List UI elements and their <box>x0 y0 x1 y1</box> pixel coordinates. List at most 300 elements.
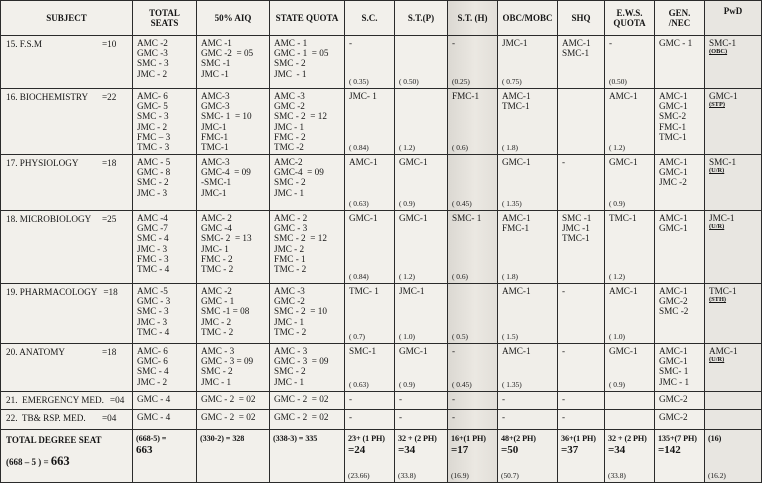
seat-entry: AMC -5 <box>137 286 168 296</box>
cell-state-quota <box>270 284 345 344</box>
fraction-value: ( 1.2) <box>399 142 416 152</box>
fraction-value: ( 1.35) <box>502 379 522 389</box>
cell-aiq <box>197 392 270 410</box>
seat-entry: GMC -4 <box>201 223 232 234</box>
fraction-value: ( 1.2) <box>399 271 416 281</box>
seat-entry: AMC-2 <box>274 157 303 167</box>
header-aiq-label: 50% AIQ <box>214 13 252 23</box>
cell-st-h <box>448 36 498 89</box>
seat-entry: SMC - 3 <box>137 306 169 317</box>
seat-entry: GMC-1 <box>609 346 638 356</box>
fraction-value: ( 0.84) <box>349 271 369 281</box>
fraction-value: ( 0.35) <box>349 76 369 86</box>
seat-entry: GMC - 8 <box>137 167 171 178</box>
total-ews <box>605 430 655 483</box>
seat-entry: JMC- 1 <box>201 243 229 254</box>
seat-entry: TMC - 2 <box>201 326 234 337</box>
cell-st-p <box>395 155 448 211</box>
seat-entry: JMC -1 <box>201 68 229 79</box>
seat-entry: JMC - 2 <box>274 243 305 254</box>
seat-entry: AMC -3 <box>274 286 305 296</box>
total-st-h <box>448 430 498 483</box>
seat-entry: FMC-1 <box>502 223 530 234</box>
fraction-value: ( 0.6) <box>452 271 469 281</box>
seat-entry: GMC-1 <box>399 157 428 167</box>
seat-entry: JMC-1 <box>709 213 735 223</box>
cell-st-h <box>448 392 498 410</box>
seat-entry: GMC-1 <box>399 346 428 356</box>
header-subject-label: SUBJECT <box>46 13 87 23</box>
fraction-value: ( 0.84) <box>349 142 369 152</box>
cell-shq <box>558 344 605 392</box>
seat-entry: AMC-1 <box>502 213 531 223</box>
total-sum: =34 <box>608 444 626 456</box>
seat-entry: - <box>452 38 456 48</box>
cell-pwd <box>705 211 762 284</box>
pwd-category-tag: (U/R) <box>709 223 725 231</box>
header-state-quota-label: STATE QUOTA <box>275 13 339 23</box>
header-st-h-label: S.T. (H) <box>457 13 488 23</box>
fraction-value: (33.8) <box>608 470 626 480</box>
seat-entry: SMC- 1 = 10 <box>201 111 252 122</box>
cell-obc <box>498 89 558 155</box>
cell-gen <box>655 410 705 430</box>
seat-entry: GMC - 3 <box>274 223 308 234</box>
cell-state-quota <box>270 392 345 410</box>
header-state-quota <box>270 0 345 36</box>
seat-entry: SMC-1 <box>709 38 737 48</box>
cell-total-seats <box>133 392 197 410</box>
seat-entry: GMC -3 <box>137 48 168 59</box>
seat-entry: GMC -7 <box>137 223 168 234</box>
seat-entry: GMC- 5 <box>137 101 168 112</box>
seat-entry: GMC - 1 <box>201 296 235 307</box>
seat-entry: AMC-1 <box>609 286 638 296</box>
total-breakdown: (330-2) = 328 <box>200 434 245 443</box>
seat-entry: SMC - 2 <box>137 177 169 188</box>
seat-entry: AMC-1 <box>349 157 378 167</box>
header-sc <box>345 0 395 36</box>
total-breakdown: (338-3) = 335 <box>273 434 318 443</box>
fraction-value: ( 0.45) <box>452 198 472 208</box>
subject-cell <box>0 36 133 89</box>
cell-aiq <box>197 344 270 392</box>
seat-entry: - <box>452 412 456 422</box>
seat-entry: SMC-1 <box>709 157 737 167</box>
seat-entry: AMC-1 <box>502 286 531 296</box>
header-sc-label: S.C. <box>361 13 378 23</box>
seat-entry: - <box>399 394 403 404</box>
seat-entry: AMC - 3 <box>274 346 308 356</box>
seat-entry: JMC -1 <box>562 223 590 234</box>
seat-entry: JMC-1 <box>502 38 528 48</box>
seat-entry: FMC-1 <box>201 131 229 142</box>
seat-entry: GMC-1 <box>659 101 688 112</box>
total-st-p <box>395 430 448 483</box>
seat-entry: GMC - 4 <box>137 394 171 404</box>
total-value: 663 <box>50 454 70 468</box>
cell-st-h <box>448 344 498 392</box>
subject-cell <box>0 89 133 155</box>
seat-entry: AMC - 5 <box>137 157 171 167</box>
seat-entry: JMC - 3 <box>137 187 168 198</box>
cell-aiq <box>197 155 270 211</box>
seat-entry: SMC-2 <box>659 111 687 122</box>
total-breakdown: (16) <box>708 434 722 443</box>
cell-obc <box>498 36 558 89</box>
total-sc <box>345 430 395 483</box>
seat-entry: - <box>562 412 566 422</box>
seat-entry: SMC -1 = 08 <box>201 306 250 317</box>
fraction-value: ( 0.9) <box>609 198 626 208</box>
cell-gen <box>655 89 705 155</box>
subject-name: 19. PHARMACOLOGY <box>6 287 98 297</box>
fraction-value: ( 0.50) <box>399 76 419 86</box>
seat-entry: SMC - 4 <box>137 233 169 244</box>
seat-entry: GMC -2 <box>274 296 305 307</box>
cell-sc <box>345 89 395 155</box>
fraction-value: ( 0.9) <box>399 198 416 208</box>
subject-name: 16. BIOCHEMISTRY <box>6 92 89 102</box>
seat-entry: SMC - 2 <box>274 366 306 377</box>
cell-obc <box>498 344 558 392</box>
total-breakdown: 16+(1 PH) <box>451 434 486 443</box>
seat-entry: AMC -2 <box>137 38 168 48</box>
subject-seat-count: =04 <box>102 413 117 423</box>
cell-gen <box>655 344 705 392</box>
seat-entry: - <box>349 394 353 404</box>
cell-total-seats <box>133 89 197 155</box>
header-aiq <box>197 0 270 36</box>
header-obc <box>498 0 558 36</box>
seat-entry: AMC - 3 <box>201 346 235 356</box>
seat-entry: GMC-2 <box>659 296 688 307</box>
cell-ews <box>605 344 655 392</box>
header-ews <box>605 0 655 36</box>
seat-entry: AMC- 2 <box>201 213 232 223</box>
seat-entry: GMC-3 <box>201 101 230 112</box>
seat-entry: JMC-1 <box>399 286 425 296</box>
cell-shq <box>558 36 605 89</box>
total-sum: 663 <box>136 444 153 456</box>
seat-entry: JMC - 2 <box>137 68 168 79</box>
seat-entry: FMC-1 <box>659 121 687 132</box>
cell-state-quota <box>270 155 345 211</box>
seat-entry: GMC-4 = 09 <box>274 167 324 178</box>
cell-shq <box>558 211 605 284</box>
pwd-category-tag: (OBC) <box>709 48 728 56</box>
seat-entry: TMC - 2 <box>274 264 307 275</box>
cell-st-p <box>395 36 448 89</box>
fraction-value: (23.66) <box>348 470 370 480</box>
header-st-p-label: S.T.(P) <box>407 13 435 23</box>
fraction-value: ( 0.7) <box>349 331 366 341</box>
fraction-value: ( 0.63) <box>349 379 369 389</box>
cell-st-p <box>395 211 448 284</box>
seat-entry: SMC - 2 <box>201 366 233 377</box>
cell-ews <box>605 392 655 410</box>
subject-seat-count: =04 <box>109 395 125 405</box>
seat-entry: SMC-1 <box>562 48 590 59</box>
seat-entry: AMC -1 <box>201 38 232 48</box>
seat-entry: TMC - 2 <box>274 326 307 337</box>
cell-shq <box>558 155 605 211</box>
total-label: TOTAL DEGREE SEAT <box>6 435 102 445</box>
seat-entry: JMC - 1 <box>274 68 307 79</box>
fraction-value: ( 0.63) <box>349 198 369 208</box>
fraction-value: (0.25) <box>452 76 470 86</box>
cell-state-quota <box>270 410 345 430</box>
header-total-seats-label: TOTAL SEATS <box>149 8 180 28</box>
seat-entry: TMC - 4 <box>137 264 170 275</box>
seat-entry: GMC - 3 = 09 <box>274 356 329 367</box>
cell-pwd <box>705 284 762 344</box>
pwd-category-tag: (STP) <box>709 101 725 109</box>
total-obc <box>498 430 558 483</box>
total-breakdown: 48+(2 PH) <box>501 434 536 443</box>
seat-entry: AMC-1 <box>562 38 591 48</box>
cell-ews <box>605 36 655 89</box>
seat-entry: TMC-1 <box>609 213 637 223</box>
seat-entry: - <box>562 394 566 404</box>
seat-entry: AMC -4 <box>137 213 168 223</box>
seat-entry: SMC- 1 <box>659 366 689 377</box>
cell-ews <box>605 211 655 284</box>
pwd-category-tag: (U/R) <box>709 356 725 364</box>
seat-entry: GMC - 2 = 02 <box>274 394 329 404</box>
total-gen <box>655 430 705 483</box>
cell-total-seats <box>133 36 197 89</box>
total-aiq <box>197 430 270 483</box>
cell-aiq <box>197 284 270 344</box>
seat-entry: SMC - 3 <box>137 58 169 69</box>
header-subject <box>0 0 133 36</box>
subject-name: 21. EMERGENCY MED. <box>6 395 104 405</box>
seat-entry: AMC-1 <box>659 157 688 167</box>
cell-pwd <box>705 89 762 155</box>
seat-entry: JMC-1 <box>201 187 227 198</box>
cell-st-h <box>448 155 498 211</box>
seat-entry: GMC - 1 <box>659 38 693 48</box>
total-pwd <box>705 430 762 483</box>
cell-state-quota <box>270 344 345 392</box>
total-formula-text: (668 – 5 ) = <box>6 457 51 467</box>
cell-aiq <box>197 211 270 284</box>
seat-entry: SMC - 2 = 12 <box>274 233 327 244</box>
seat-entry: JMC - 2 <box>137 376 168 387</box>
total-total-seats <box>133 430 197 483</box>
seat-entry: JMC -2 <box>659 177 687 188</box>
seat-entry: AMC-1 <box>609 91 638 101</box>
total-sum: =34 <box>398 444 416 456</box>
seat-entry: GMC - 4 <box>137 412 171 422</box>
fraction-value: (0.50) <box>609 76 627 86</box>
total-breakdown: 23+ (1 PH) <box>348 434 385 443</box>
header-shq-label: SHQ <box>571 13 591 23</box>
total-formula <box>6 452 129 470</box>
total-breakdown: 32 + (2 PH) <box>398 434 437 443</box>
seat-entry: - <box>502 394 506 404</box>
seat-entry: TMC - 4 <box>137 326 170 337</box>
seat-entry: TMC - 2 <box>201 264 234 275</box>
seat-entry: AMC-1 <box>709 346 738 356</box>
fraction-value: ( 0.6) <box>452 142 469 152</box>
seat-entry: GMC-2 <box>659 412 688 422</box>
seat-entry: - <box>609 38 613 48</box>
cell-shq <box>558 284 605 344</box>
fraction-value: ( 1.2) <box>609 142 626 152</box>
seat-entry: JMC - 3 <box>137 316 168 327</box>
subject-cell <box>0 344 133 392</box>
seat-entry: JMC - 1 <box>274 187 305 198</box>
cell-sc <box>345 36 395 89</box>
seat-entry: TMC-1 <box>201 142 229 153</box>
cell-total-seats <box>133 155 197 211</box>
cell-sc <box>345 284 395 344</box>
total-sum: =37 <box>561 444 579 456</box>
cell-total-seats <box>133 284 197 344</box>
cell-st-h <box>448 284 498 344</box>
seat-entry: SMC - 2 <box>274 58 306 69</box>
seat-entry: AMC - 2 <box>274 213 308 223</box>
cell-st-h <box>448 89 498 155</box>
fraction-value: ( 1.35) <box>502 198 522 208</box>
fraction-value: ( 1.0) <box>399 331 416 341</box>
subject-cell <box>0 392 133 410</box>
seat-entry: FMC – 3 <box>137 131 171 142</box>
seat-entry: GMC - 2 = 02 <box>274 412 329 422</box>
cell-state-quota <box>270 36 345 89</box>
fraction-value: (16.9) <box>451 470 469 480</box>
seat-entry: JMC - 1 <box>201 376 232 387</box>
seat-entry: AMC - 1 <box>274 38 308 48</box>
seat-entry: TMC- 1 <box>349 286 379 296</box>
seat-entry: - <box>349 38 353 48</box>
total-breakdown: (668-5) = <box>136 434 167 443</box>
seat-entry: GMC -2 <box>274 101 305 112</box>
seat-entry: FMC - 3 <box>137 253 169 264</box>
cell-ews <box>605 89 655 155</box>
cell-st-p <box>395 392 448 410</box>
header-obc-label: OBC/MOBC <box>502 13 553 23</box>
cell-gen <box>655 392 705 410</box>
cell-obc <box>498 410 558 430</box>
seat-entry: SMC -2 <box>659 306 689 317</box>
total-sum: =50 <box>501 444 519 456</box>
cell-ews <box>605 410 655 430</box>
fraction-value: ( 0.45) <box>452 379 472 389</box>
seat-entry: TMC-1 <box>709 286 737 296</box>
cell-obc <box>498 284 558 344</box>
total-sum: =17 <box>451 444 469 456</box>
seat-entry: JMC - 1 <box>659 376 690 387</box>
cell-sc <box>345 155 395 211</box>
cell-shq <box>558 89 605 155</box>
fraction-value: (33.8) <box>398 470 416 480</box>
seat-entry: GMC - 1 = 05 <box>274 48 329 59</box>
fraction-value: (16.2) <box>708 470 726 480</box>
seat-entry: FMC-1 <box>452 91 480 101</box>
total-sum: =142 <box>658 444 681 456</box>
header-ews-label: E.W.S. QUOTA <box>613 8 646 28</box>
fraction-value: ( 0.75) <box>502 76 522 86</box>
subject-name: 18. MICROBIOLOGY <box>6 214 92 224</box>
cell-total-seats <box>133 211 197 284</box>
header-total-seats <box>133 0 197 36</box>
seat-entry: GMC-1 <box>659 356 688 367</box>
subject-cell <box>0 410 133 430</box>
seat-entry: TMC -2 <box>274 142 304 153</box>
total-breakdown: 135+(7 PH) <box>658 434 697 443</box>
seat-entry: JMC - 1 <box>274 376 305 387</box>
cell-gen <box>655 155 705 211</box>
total-sum: =24 <box>348 444 366 456</box>
seat-entry: SMC - 4 <box>137 366 169 377</box>
seat-entry: JMC - 1 <box>274 121 305 132</box>
cell-aiq <box>197 36 270 89</box>
seat-entry: SMC - 2 = 10 <box>274 306 327 317</box>
seat-entry: JMC - 2 <box>137 121 168 132</box>
seat-entry: AMC-3 <box>201 157 230 167</box>
seat-entry: GMC - 2 = 02 <box>201 412 256 422</box>
seat-entry: JMC - 2 <box>201 316 232 327</box>
seat-entry: - <box>502 412 506 422</box>
total-label-cell <box>0 430 133 483</box>
cell-total-seats <box>133 344 197 392</box>
subject-seat-count: =18 <box>103 287 118 297</box>
seat-entry: - <box>452 394 456 404</box>
fraction-value: ( 0.9) <box>399 379 416 389</box>
total-breakdown: 32 + (2 PH) <box>608 434 647 443</box>
cell-aiq <box>197 410 270 430</box>
cell-shq <box>558 410 605 430</box>
seat-entry: GMC- 6 <box>137 356 168 367</box>
seat-entry: SMC-1 <box>349 346 377 356</box>
seat-entry: GMC-4 = 09 <box>201 167 251 178</box>
cell-gen <box>655 211 705 284</box>
seat-entry: AMC-1 <box>502 91 531 101</box>
subject-cell <box>0 211 133 284</box>
cell-st-p <box>395 89 448 155</box>
subject-line <box>6 158 129 169</box>
fraction-value: ( 0.9) <box>609 379 626 389</box>
subject-line <box>6 287 129 298</box>
seat-entry: TMC - 3 <box>137 142 170 153</box>
cell-shq <box>558 392 605 410</box>
cell-pwd <box>705 344 762 392</box>
header-gen-label: GEN. /NEC <box>668 8 691 28</box>
cell-obc <box>498 211 558 284</box>
seat-entry: - <box>349 412 353 422</box>
total-shq <box>558 430 605 483</box>
seat-entry: GMC - 2 = 02 <box>201 394 256 404</box>
fraction-value: ( 1.8) <box>502 271 519 281</box>
seat-entry: JMC - 1 <box>274 316 305 327</box>
subject-name: 20. ANATOMY <box>6 347 66 357</box>
seat-entry: FMC - 2 <box>274 131 306 142</box>
subject-line <box>6 413 129 424</box>
subject-seat-count: =18 <box>102 347 117 357</box>
fraction-value: ( 1.0) <box>609 331 626 341</box>
seat-entry: GMC-1 <box>349 213 378 223</box>
seat-entry: TMC-1 <box>502 101 530 112</box>
header-st-h <box>448 0 498 36</box>
seat-entry: AMC-1 <box>659 286 688 296</box>
header-shq <box>558 0 605 36</box>
seat-entry: GMC-1 <box>709 91 738 101</box>
seat-entry: SMC - 2 <box>274 177 306 188</box>
cell-ews <box>605 284 655 344</box>
